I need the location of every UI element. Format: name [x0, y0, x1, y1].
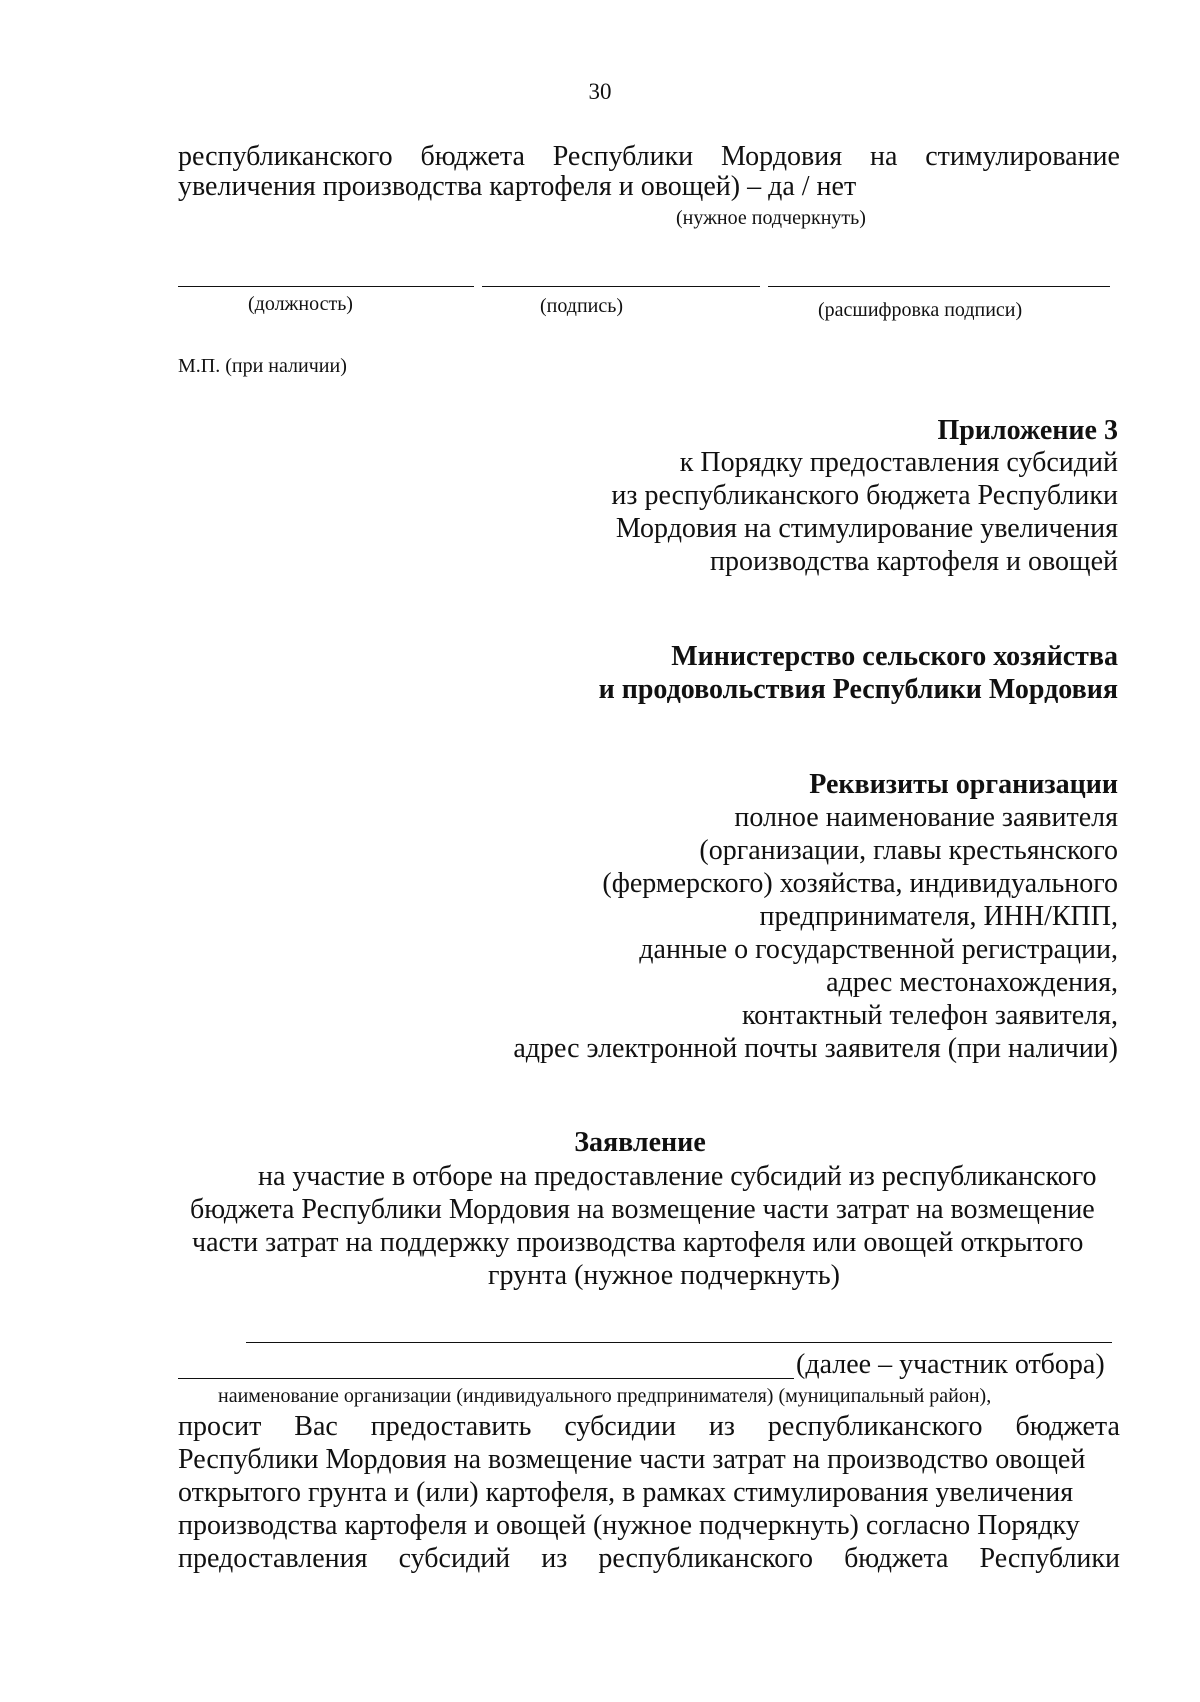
statement-line: на участие в отборе на предоставление субсидий из республиканского — [258, 1161, 1097, 1192]
word: из — [541, 1543, 568, 1574]
requisites-line: предпринимателя, ИНН/КПП, — [759, 901, 1118, 932]
word: предоставить — [370, 1411, 532, 1442]
word: стимулирование — [925, 141, 1120, 172]
page-number: 30 — [588, 79, 612, 104]
appendix-title: Приложение 3 — [937, 415, 1118, 446]
org-name-line-2 — [178, 1378, 794, 1379]
word: бюджета — [844, 1543, 949, 1574]
word: субсидии — [564, 1411, 676, 1442]
requisites-line: адрес местонахождения, — [826, 967, 1118, 998]
org-name-line — [246, 1342, 1112, 1343]
word: субсидий — [398, 1543, 511, 1574]
decode-label: (расшифровка подписи) — [818, 299, 1023, 321]
statement-line: части затрат на поддержку производства картофеля или овощей открытого — [192, 1227, 1084, 1258]
requisites-line: данные о государственной регистрации, — [639, 934, 1118, 965]
word: бюджета — [1015, 1411, 1120, 1442]
word: бюджета — [420, 141, 525, 172]
requisites-line: адрес электронной почты заявителя (при наличии) — [513, 1033, 1118, 1064]
statement-line: грунта (нужное подчеркнуть) — [488, 1260, 840, 1291]
appendix-line: к Порядку предоставления субсидий — [679, 447, 1118, 478]
position-line — [178, 286, 474, 287]
intro-line-1 — [178, 140, 1120, 174]
word: Мордовия — [720, 141, 843, 172]
statement-line: бюджета Республики Мордовия на возмещение части затрат на возмещение — [190, 1194, 1095, 1225]
stamp-note: М.П. (при наличии) — [178, 355, 347, 377]
statement-title: Заявление — [574, 1127, 706, 1158]
decode-line — [768, 286, 1110, 287]
requisites-line: полное наименование заявителя — [734, 802, 1118, 833]
participant-caption: наименование организации (индивидуального предпринимателя) (муниципальный район), — [218, 1385, 992, 1407]
intro-line-2: увеличения производства картофеля и овощей) – да / нет — [178, 171, 857, 202]
word: республиканского — [598, 1543, 813, 1574]
word: предоставления — [178, 1543, 368, 1574]
requisites-title: Реквизиты организации — [809, 769, 1118, 800]
position-label: (должность) — [248, 293, 353, 315]
requisites-line: (организации, главы крестьянского — [699, 835, 1118, 866]
word: Вас — [294, 1411, 338, 1442]
appendix-line: из республиканского бюджета Республики — [611, 480, 1118, 511]
requisites-line: (фермерского) хозяйства, индивидуального — [602, 868, 1118, 899]
word: республиканского — [178, 141, 393, 172]
appendix-line: производства картофеля и овощей — [710, 546, 1118, 577]
ministry-line-2: и продовольствия Республики Мордовия — [598, 674, 1118, 705]
appendix-line: Мордовия на стимулирование увеличения — [615, 513, 1118, 544]
body-line-5 — [178, 1542, 1120, 1576]
body-line-1 — [178, 1410, 1120, 1444]
body-line-2: Республики Мордовия на возмещение части затрат на производство овощей — [178, 1444, 1086, 1475]
participant-suffix: (далее – участник отбора) — [796, 1349, 1105, 1380]
body-line-4: производства картофеля и овощей (нужное подчеркнуть) согласно Порядку — [178, 1510, 1080, 1541]
ministry-line-1: Министерство сельского хозяйства — [671, 641, 1118, 672]
word: из — [708, 1411, 735, 1442]
intro-hint: (нужное подчеркнуть) — [676, 207, 866, 229]
signature-line — [482, 286, 760, 287]
word: Республики — [979, 1543, 1120, 1574]
word: на — [869, 141, 898, 172]
word: Республики — [552, 141, 694, 172]
signature-label: (подпись) — [540, 295, 624, 317]
word: республиканского — [767, 1411, 983, 1442]
word: просит — [178, 1411, 262, 1442]
requisites-line: контактный телефон заявителя, — [741, 1000, 1118, 1031]
body-line-3: открытого грунта и (или) картофеля, в рамках стимулирования увеличения — [178, 1477, 1074, 1508]
